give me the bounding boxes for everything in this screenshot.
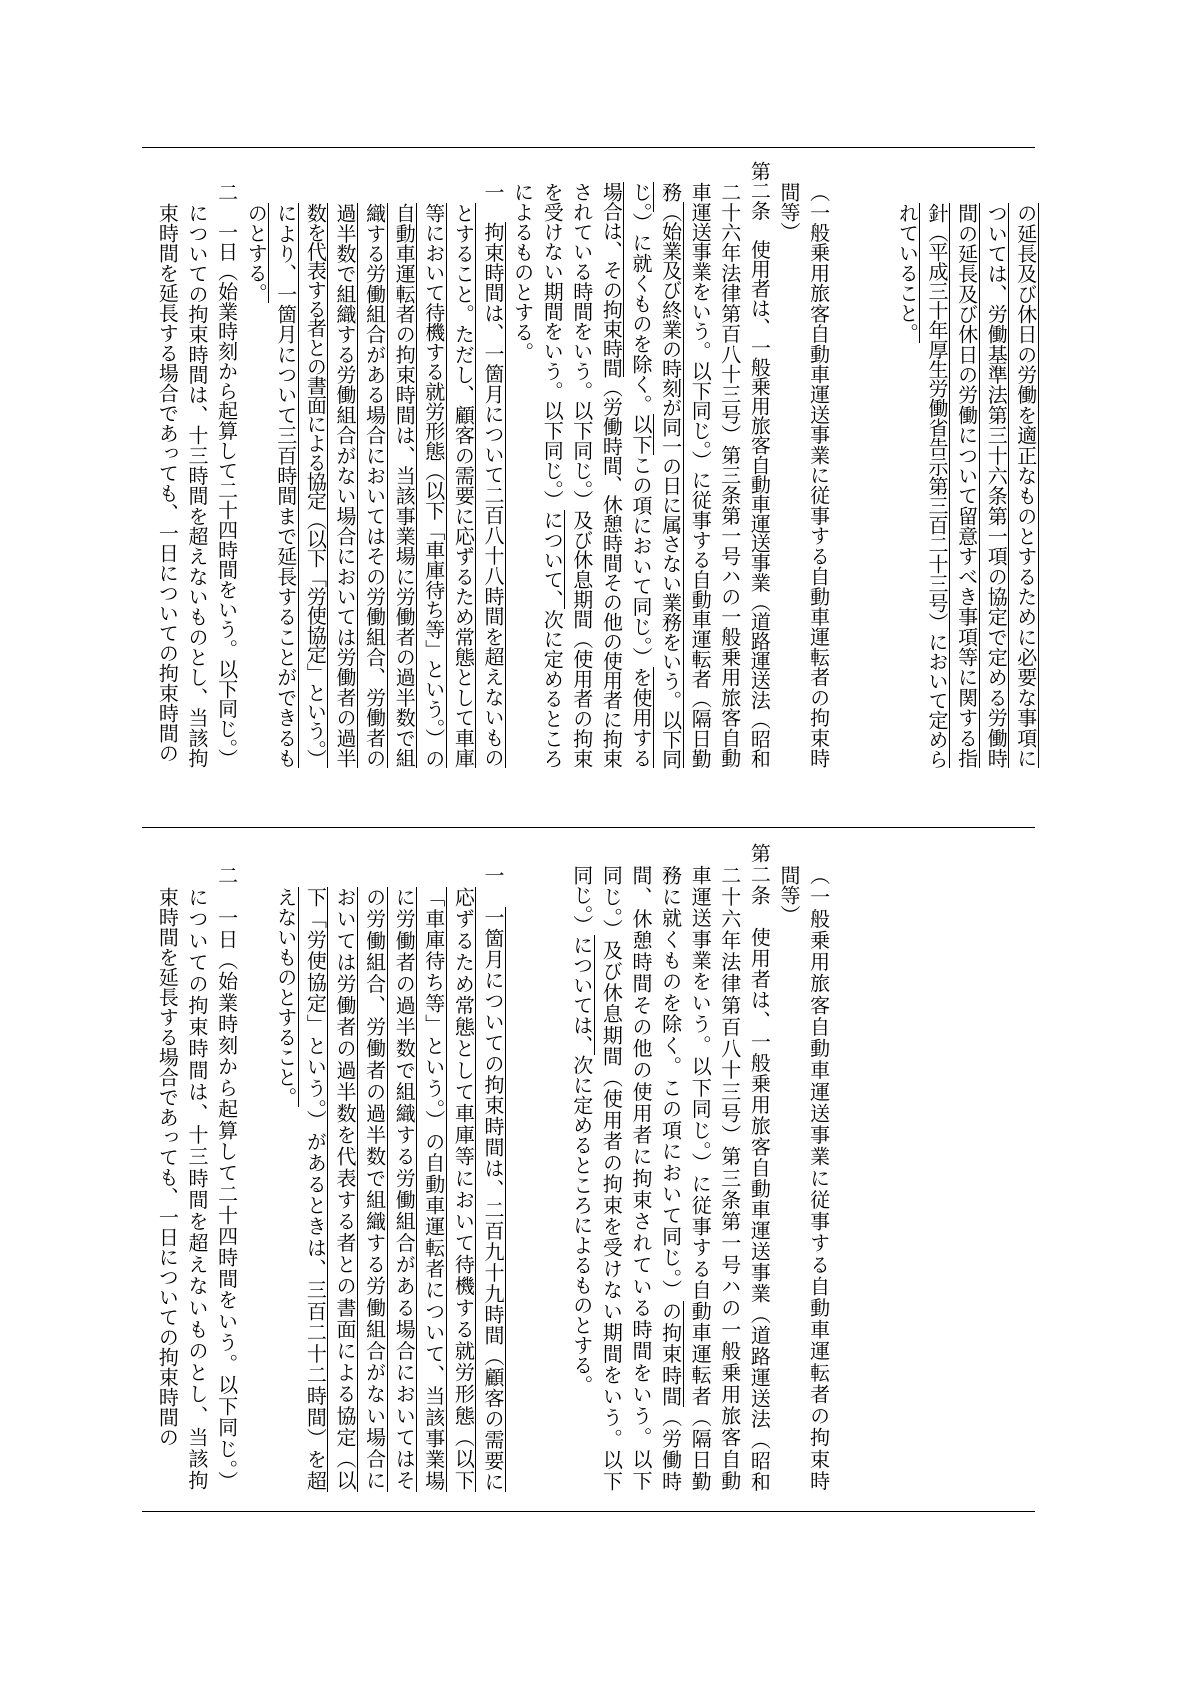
text-column bbox=[773, 865, 803, 925]
text-run: 間等） bbox=[776, 182, 801, 242]
amended-text-sideline: とすること。ただし、顧客の需要に応ずるため常態として車庫 bbox=[451, 202, 476, 768]
amended-text-sideline: については、 bbox=[569, 935, 594, 1055]
text-run: （労働時間、休憩時間その他の使用者に拘束 bbox=[599, 377, 624, 768]
column-text bbox=[451, 203, 476, 768]
column-text bbox=[274, 203, 299, 768]
text-column bbox=[773, 182, 803, 242]
text-column bbox=[418, 203, 448, 768]
text-column bbox=[152, 203, 182, 763]
text-run: （一般乗用旅客自動車運送事業に従事する自動車運転者の拘束時 bbox=[806, 182, 831, 769]
amended-text-sideline: 数を代表する者との書面による協定（以下「労使協定」という。） bbox=[303, 202, 328, 769]
column-text bbox=[895, 203, 920, 343]
top-rule bbox=[142, 147, 1035, 148]
text-column bbox=[300, 203, 330, 768]
text-column bbox=[685, 865, 715, 1492]
column-text bbox=[540, 182, 565, 768]
column-text bbox=[155, 203, 179, 763]
text-run: 一 bbox=[480, 865, 505, 907]
text-run: 車運送事業をいう。以下同じ。）に従事する自動車運転者（隔日勤 bbox=[688, 182, 713, 769]
text-column bbox=[625, 865, 655, 1492]
middle-rule bbox=[142, 827, 1035, 828]
text-column bbox=[359, 887, 389, 1492]
text-run: 二十六年法律第百八十三号）第三条第一号ハの一般乗用旅客自動 bbox=[717, 182, 742, 769]
text-column bbox=[803, 865, 833, 1492]
text-run: 間等） bbox=[776, 865, 801, 925]
column-text bbox=[392, 887, 417, 1492]
text-run: 同じ。） bbox=[569, 865, 594, 935]
text-column bbox=[744, 161, 774, 768]
column-text bbox=[274, 887, 299, 1107]
text-run: ）に就くものを除く。 bbox=[628, 212, 653, 415]
column-text bbox=[688, 182, 712, 768]
column-text bbox=[718, 182, 742, 768]
column-text bbox=[303, 203, 328, 768]
column-text bbox=[629, 865, 653, 1492]
text-run: 一 bbox=[480, 182, 505, 223]
column-text bbox=[422, 203, 447, 768]
amended-text-sideline: 以下 bbox=[628, 414, 653, 455]
amended-text-sideline: により、一箇月について三百時間まで延長することができるも bbox=[273, 202, 298, 768]
text-column bbox=[418, 887, 448, 1492]
column-text bbox=[984, 203, 1009, 768]
text-column bbox=[714, 865, 744, 1492]
text-column bbox=[685, 182, 715, 768]
text-column bbox=[507, 182, 537, 362]
column-text bbox=[511, 182, 535, 362]
text-run: 二十六年法律第百八十三号）第三条第一号ハの一般乗用旅客自動 bbox=[717, 865, 742, 1492]
column-text bbox=[688, 865, 712, 1492]
bottom-rule bbox=[142, 1511, 1035, 1512]
column-text bbox=[570, 182, 594, 768]
text-run: 第二条 使用者は、一般乗用旅客自動車運送事業（道路運送法（昭和 bbox=[747, 842, 772, 1493]
amended-text-sideline: に労働者の過半数で組織する労働組合がある場合においてはそ bbox=[392, 887, 417, 1492]
column-text bbox=[659, 865, 684, 1492]
column-text bbox=[599, 865, 623, 1492]
amended-text-sideline: の労働組合、労働者の過半数で組織する労働組合がない場合に bbox=[362, 887, 387, 1492]
amended-text-sideline: 等において待機する就労形態（以下「車庫待ち等」という。）の bbox=[421, 202, 446, 768]
column-text bbox=[807, 865, 831, 1492]
column-text bbox=[747, 161, 771, 768]
column-text bbox=[599, 182, 624, 768]
text-run: されている時間をいう。以下同じ。）及び休息期間（使用者の拘束 bbox=[569, 182, 594, 769]
text-run: 次に定めるところ bbox=[540, 609, 565, 769]
amended-text-sideline: じ。 bbox=[628, 182, 653, 213]
column-text bbox=[185, 887, 209, 1492]
amended-text-sideline: （始業及び終業の時刻が同一の日に属さない業務をいう。以下同 bbox=[658, 201, 683, 768]
amended-text-sideline: ついては、労働基準法第三十六条第一項の協定で定める労働時 bbox=[984, 202, 1009, 768]
column-text bbox=[185, 203, 209, 768]
text-run: 次に定めるところによるものとする。 bbox=[569, 1055, 594, 1395]
text-run: についての拘束時間は、十三時間を超えないものとし、当該拘 bbox=[184, 887, 209, 1492]
column-text bbox=[303, 887, 328, 1492]
column-text bbox=[747, 843, 771, 1492]
amended-text-sideline: 下「労使協定」という。）があるときは、三百二十二時間）を超 bbox=[303, 887, 328, 1492]
column-text bbox=[155, 887, 179, 1447]
text-column bbox=[655, 865, 685, 1492]
text-column bbox=[981, 203, 1011, 768]
text-run: 務に就くものを除く。この項において同じ。） bbox=[658, 865, 683, 1301]
column-text bbox=[392, 203, 417, 768]
text-column bbox=[329, 203, 359, 768]
amended-text-sideline: 自動車運転者の拘束時間は、当該事業場に労働者の過半数で組 bbox=[392, 202, 417, 768]
text-column bbox=[448, 887, 478, 1492]
column-text bbox=[215, 182, 239, 768]
text-column bbox=[211, 865, 241, 1492]
text-column bbox=[596, 182, 626, 768]
column-text bbox=[333, 203, 358, 768]
text-column bbox=[389, 887, 419, 1492]
text-column bbox=[152, 887, 182, 1447]
column-text bbox=[955, 203, 980, 768]
text-column bbox=[477, 865, 507, 1492]
text-run: 間、休憩時間その他の使用者に拘束されている時間をいう。以下 bbox=[628, 865, 653, 1492]
column-text bbox=[925, 203, 950, 768]
amended-text-sideline: 拘束時間は、一箇月について二百八十八時間を超えないもの bbox=[480, 222, 505, 769]
text-column bbox=[714, 182, 744, 768]
text-column bbox=[596, 865, 626, 1492]
amended-text-sideline: おいては労働者の過半数を代表する者との書面による協定（以 bbox=[332, 887, 357, 1492]
column-text bbox=[481, 182, 506, 768]
amended-text-sideline: 織する労働組合がある場合においてはその労働組合、労働者の bbox=[362, 202, 387, 768]
text-column bbox=[300, 887, 330, 1492]
text-run: 二 一日（始業時刻から起算して二十四時間をいう。以下同じ。） bbox=[214, 865, 239, 1492]
text-run: 束時間を延長する場合であっても、一日についての拘束時間の bbox=[155, 887, 180, 1448]
column-text bbox=[1014, 203, 1039, 768]
column-text bbox=[718, 865, 742, 1492]
text-run: この項において同じ。） bbox=[628, 454, 653, 668]
text-run: 二 一日（始業時刻から起算して二十四時間をいう。以下同じ。） bbox=[214, 182, 239, 769]
text-column bbox=[359, 203, 389, 768]
column-text bbox=[777, 182, 801, 242]
text-column bbox=[1010, 203, 1040, 768]
column-text bbox=[215, 865, 239, 1492]
text-column bbox=[389, 203, 419, 768]
text-column bbox=[329, 887, 359, 1492]
text-column bbox=[951, 203, 981, 768]
text-run: 束時間を延長する場合であっても、一日についての拘束時間の bbox=[155, 202, 180, 763]
text-column bbox=[566, 182, 596, 768]
column-text bbox=[659, 182, 684, 768]
amended-text-sideline: を使用する bbox=[628, 667, 653, 769]
text-run: 同じ。）及び休息期間（使用者の拘束を受けない期間をいう。以下 bbox=[599, 865, 624, 1492]
amended-text-sideline: の延長及び休日の労働を適正なものとするために必要な事項に bbox=[1013, 202, 1038, 768]
amended-text-sideline: の拘束時間 bbox=[658, 1300, 683, 1407]
column-text bbox=[807, 182, 831, 768]
amended-text-sideline: について、 bbox=[540, 509, 565, 610]
text-column bbox=[448, 203, 478, 768]
text-run: を受けない期間をいう。以下同じ。） bbox=[540, 182, 565, 510]
column-text bbox=[777, 865, 801, 925]
text-run: 第二条 使用者は、一般乗用旅客自動車運送事業（道路運送法（昭和 bbox=[747, 161, 772, 769]
text-column bbox=[477, 182, 507, 768]
text-column bbox=[921, 203, 951, 768]
column-text bbox=[422, 887, 447, 1492]
amended-text-sideline: 一箇月についての拘束時間は、二百九十九時間（顧客の需要に bbox=[480, 906, 505, 1493]
text-column bbox=[892, 203, 922, 343]
text-run: （労働時 bbox=[658, 1407, 683, 1492]
text-column bbox=[181, 887, 211, 1492]
text-column bbox=[655, 182, 685, 768]
column-text bbox=[333, 887, 358, 1492]
text-run: （一般乗用旅客自動車運送事業に従事する自動車運転者の拘束時 bbox=[806, 865, 831, 1492]
text-column bbox=[211, 182, 241, 768]
amended-text-sideline: のとする。 bbox=[244, 202, 269, 303]
column-text bbox=[481, 865, 506, 1492]
column-text bbox=[629, 182, 654, 768]
column-text bbox=[244, 203, 269, 303]
amended-text-sideline: えないものとすること。 bbox=[273, 887, 298, 1108]
text-column bbox=[181, 203, 211, 768]
amended-text-sideline: 場合は、その拘束時間 bbox=[599, 182, 624, 378]
text-column bbox=[803, 182, 833, 768]
amended-text-sideline: 過半数で組織する労働組合がない場合においては労働者の過半 bbox=[332, 202, 357, 768]
column-text bbox=[451, 887, 476, 1492]
text-run: 務 bbox=[658, 182, 683, 202]
text-run: によるものとする。 bbox=[510, 182, 535, 362]
amended-text-sideline: 応ずるため常態として車庫等において待機する就労形態（以下 bbox=[451, 887, 476, 1492]
text-column bbox=[270, 203, 300, 768]
text-column bbox=[241, 203, 271, 303]
amended-text-sideline: 間の延長及び休日の労働について留意すべき事項等に関する指 bbox=[954, 202, 979, 768]
amended-text-sideline: れていること。 bbox=[895, 202, 920, 343]
column-text bbox=[363, 887, 388, 1492]
amended-text-sideline: 針（平成三十年厚生労働省告示第三百二十三号）において定めら bbox=[924, 202, 949, 769]
text-run: についての拘束時間は、十三時間を超えないものとし、当該拘 bbox=[184, 202, 209, 768]
text-column bbox=[270, 887, 300, 1107]
text-column bbox=[744, 843, 774, 1492]
text-column bbox=[566, 865, 596, 1395]
column-text bbox=[363, 203, 388, 768]
column-text bbox=[570, 865, 595, 1395]
amended-text-sideline: 「車庫待ち等」という。）の自動車運転者について、当該事業場 bbox=[421, 887, 446, 1492]
text-run: 車運送事業をいう。以下同じ。）に従事する自動車運転者（隔日勤 bbox=[688, 865, 713, 1492]
text-column bbox=[537, 182, 567, 768]
text-column bbox=[625, 182, 655, 768]
